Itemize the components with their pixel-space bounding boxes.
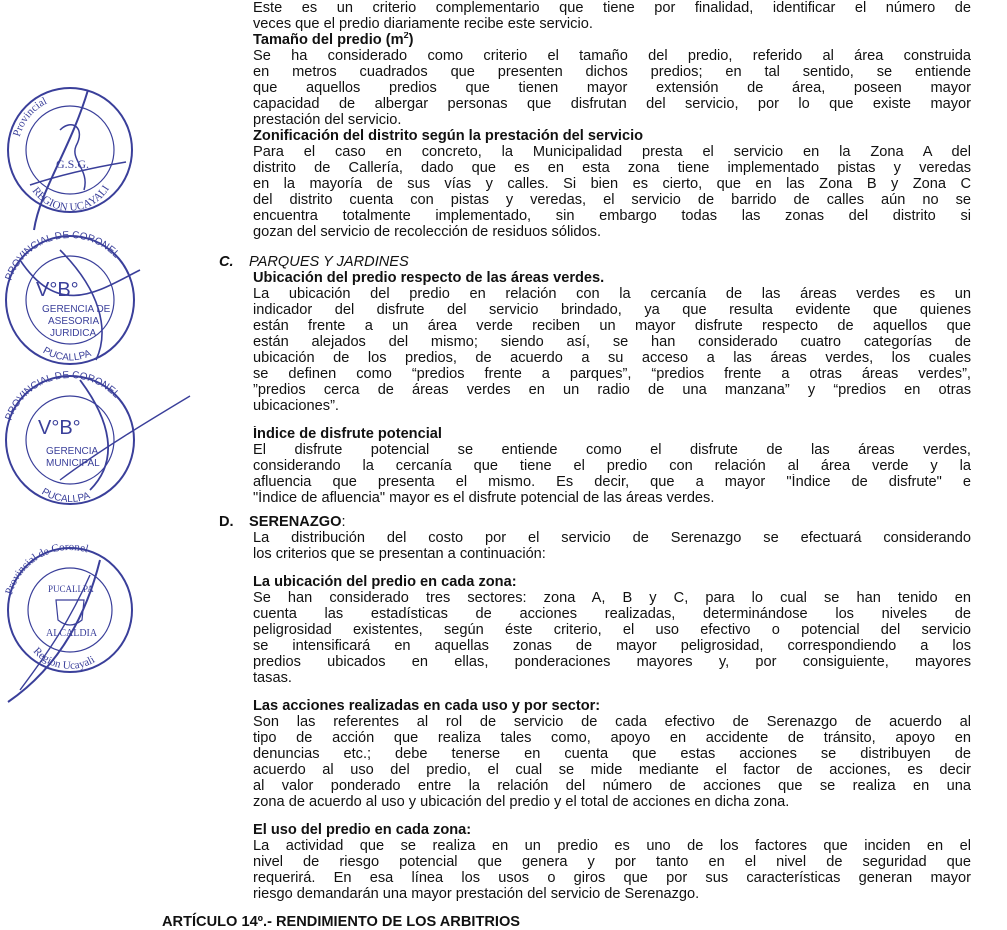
paragraph-line: La actividad que se realiza en un predio es uno de los factores que inciden en el [253, 838, 971, 854]
seal-3-line-1: GERENCIA [46, 446, 99, 457]
paragraph-line: del distrito cuenta con pistas y veredas, el servicio de barrido de calles aún no se [253, 192, 971, 208]
paragraph-line: El disfrute potencial se entiende como el disfrute de las áreas verdes, [253, 442, 971, 458]
seal-4-inner-top: PUCALLPA [48, 584, 94, 594]
paragraph-line: Son las referentes al rol de servicio de cada efectivo de Serenazgo de acuerdo al [253, 714, 971, 730]
paragraph-line: ubicaciones”. [253, 398, 339, 414]
paragraph-line: indicador del disfrute del servicio brindado, ya que resulta evidente que quienes [253, 302, 971, 318]
paragraph-line: se intensificará en aquellas zonas de mayor peligrosidad, correspondiendo a los [253, 638, 971, 654]
paragraph-line: se definen como “predios frente a parques”, “predios frente a otras áreas verdes”, [253, 366, 971, 382]
seal-4-bottom-text: Region Ucayali [30, 645, 97, 672]
paragraph-line: veces que el predio diariamente recibe este servicio. [253, 16, 593, 32]
heading-ubicacion-zona: La ubicación del predio en cada zona: [253, 574, 517, 590]
paragraph-line: riesgo demandarán una mayor prestación del servicio de Serenazgo. [253, 886, 700, 902]
seal-3-top-text: PROVINCIAL DE CORONEL [3, 369, 122, 422]
paragraph-line: "Índice de afluencia" mayor es el disfrute potencial de las áreas verdes. [253, 490, 715, 506]
paragraph-line: cuenta las estadísticas de acciones realizadas, determinándose los niveles de [253, 606, 971, 622]
paragraph-line: considerando la cercanía que tiene el predio con relación al área verde y la [253, 458, 971, 474]
seal-3-vobo: V°B° [38, 417, 81, 439]
seal-3-line-2: MUNICIPAL [46, 458, 100, 469]
section-d-letter: D. [219, 514, 234, 530]
paragraph-line: requerirá. En esa línea los usos o giros que por sus características generan mayor [253, 870, 971, 886]
paragraph-line: La distribución del costo por el servicio de Serenazgo se efectuará considerando [253, 530, 971, 546]
section-d-title-colon: : [341, 514, 346, 530]
seal-2-bottom-text: PUCALLPA [40, 345, 93, 364]
paragraph-line: Se han considerado tres sectores: zona A, B y C, para lo cual se han tenido en [253, 590, 971, 606]
heading-tamano-predio [253, 32, 971, 48]
seal-4-center: ALCALDIA [46, 628, 98, 639]
section-c-letter: C. [219, 254, 234, 270]
paragraph-line: zona de acuerdo al uso y ubicación del predio y el total de acciones en dicha zona. [253, 794, 790, 810]
seal-2-top-text: PROVINCIAL DE CORONEL [3, 229, 122, 282]
paragraph-line: acuerdo al uso del predio, el cual se mide mediante el factor de acciones, es decir [253, 762, 971, 778]
seal-2-vobo: V°B° [36, 279, 79, 301]
paragraph-line: ”predios cerca de áreas verdes en un radio de una manzana” y “predios en otras [253, 382, 971, 398]
paragraph-line: tipo de acción que realiza tales como, apoyo en accidente de tránsito, apoyo en [253, 730, 971, 746]
heading-superscript: 2 [403, 32, 409, 41]
paragraph-line: en la mayoría de sus vías y calles. Si bien es cierto, que en las Zona B y Zona C [253, 176, 971, 192]
paragraph-line: están alejados del mismo; siendo así, se han considerado cuatro categorías de [253, 334, 971, 350]
paragraph-line: prestación del servicio. [253, 112, 402, 128]
paragraph-line: gozan del servicio de recolección de residuos sólidos. [253, 224, 602, 240]
seal-2-line-1: GERENCIA DE [42, 304, 111, 315]
paragraph-line: Este es un criterio complementario que tiene por finalidad, identificar el número de [253, 0, 971, 16]
paragraph-line: en metros cuadrados que presenten dichos predios; en tal sentido, se entiende [253, 64, 971, 80]
paragraph-line: Para el caso en concreto, la Municipalidad presta el servicio en la Zona A del [253, 144, 971, 160]
paragraph-line: La ubicación del predio en relación con la cercanía de las áreas verdes es un [253, 286, 971, 302]
paragraph-line: predios ubicados en ellas, ponderaciones mayores y, por consiguiente, mayores [253, 654, 971, 670]
heading-zonificacion: Zonificación del distrito según la prestación del servicio [253, 128, 644, 144]
paragraph-line: distrito de Callería, dado que es en esta zona tiene implementado pistas y veredas [253, 160, 971, 176]
section-c-title: PARQUES Y JARDINES [249, 254, 409, 270]
heading-indice-disfrute: Índice de disfrute potencial [253, 426, 442, 442]
paragraph-line: afluencia que presenta el mismo. Es decir, que a mayor "Índice de disfrute" e [253, 474, 971, 490]
paragraph-line: encuentra totalmente implementado, sin embargo todas las zonas del distrito si [253, 208, 971, 224]
seal-1-bottom-text: REGION UCAYALI [29, 183, 112, 214]
paragraph-line: los criterios que se presentan a continuación: [253, 546, 546, 562]
heading-ubicacion-areas-verdes: Ubicación del predio respecto de las áreas verdes. [253, 270, 605, 286]
paragraph-line: están frente a un área verde reciben un mayor disfrute respecto de aquellos que [253, 318, 971, 334]
section-d-title [249, 514, 346, 530]
seal-2-line-3: JURIDICA [50, 328, 97, 339]
article-14-heading: ARTÍCULO 14º.- RENDIMIENTO DE LOS ARBITRIOS [162, 914, 521, 930]
heading-text: Tamaño del predio (m [253, 32, 404, 48]
paragraph-line: capacidad de albergar personas que disfrutan del servicio, por lo que existe mayor [253, 96, 971, 112]
paragraph-line: al valor ponderado entre la relación del número de acciones que se realiza en una [253, 778, 971, 794]
paragraph-line: denuncias etc.; debe tenerse en cuenta que estas acciones se distribuyen de [253, 746, 971, 762]
seal-1-top-text: Provincial [10, 95, 49, 139]
paragraph-line: peligrosidad existentes, según éste criterio, el uso efectivo o potencial del servicio [253, 622, 971, 638]
paragraph-line: nivel de riesgo potencial que genera y por tanto en el nivel de seguridad que [253, 854, 971, 870]
heading-suffix: ) [408, 32, 414, 48]
paragraph-line: tasas. [253, 670, 292, 686]
heading-uso-predio: El uso del predio en cada zona: [253, 822, 472, 838]
paragraph-line: Se ha considerado como criterio el tamaño del predio, referido al área construida [253, 48, 971, 64]
heading-acciones-realizadas: Las acciones realizadas en cada uso y por sector: [253, 698, 601, 714]
seal-3-bottom-text: PUCALLPA [39, 486, 92, 506]
section-d-title-text: SERENAZGO [249, 514, 342, 530]
paragraph-line: que aquellos predios que tienen mayor extensión de área, poseen mayor [253, 80, 971, 96]
seal-2-line-2: ASESORIA [48, 316, 100, 327]
paragraph-line: ubicación de los predios, de acuerdo a su acceso a las áreas verdes, los cuales [253, 350, 971, 366]
seal-4-top-text: Provincial de Coronel [3, 540, 90, 597]
seal-1-center-text: G.S.G. [56, 157, 90, 171]
